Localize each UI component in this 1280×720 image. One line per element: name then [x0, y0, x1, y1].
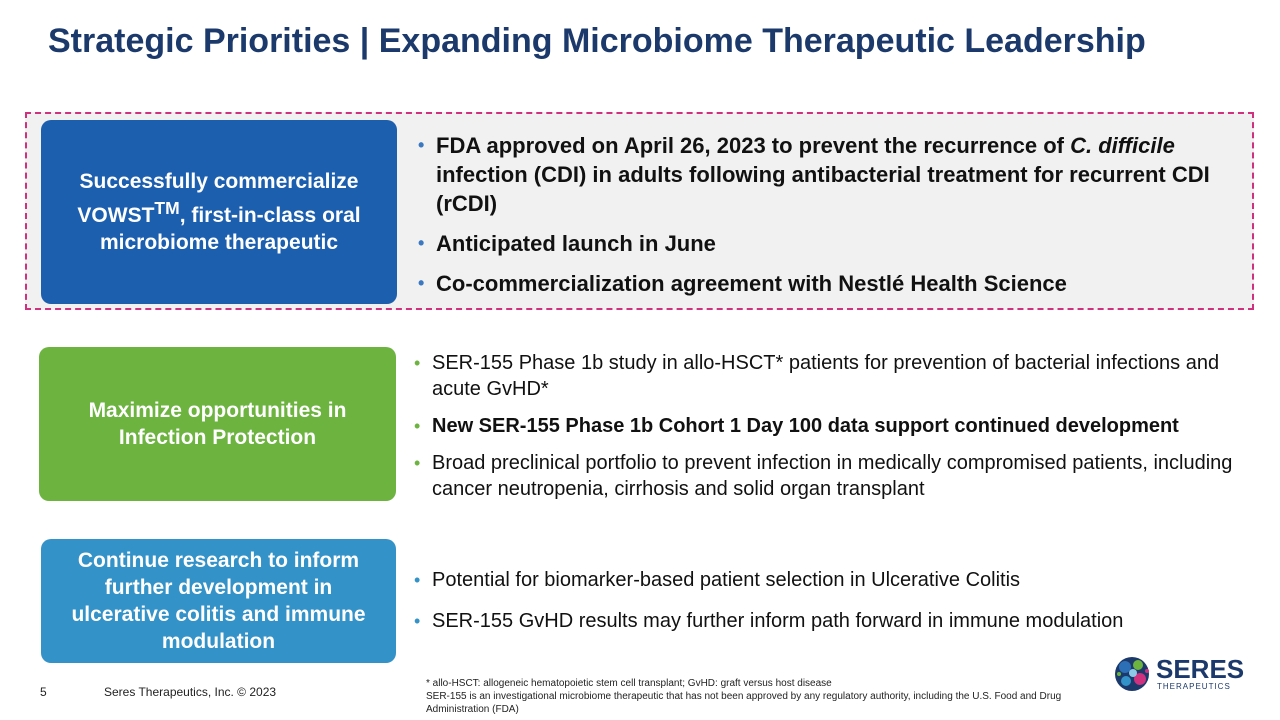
bullet-icon: • [418, 135, 425, 155]
bullet-text: Broad preclinical portfolio to prevent infection in medically compromised patients, including cancer neutropenia, cirrhosis and solid organ transplant [432, 452, 1233, 500]
bullet-icon: • [414, 416, 421, 436]
list-item [418, 269, 1238, 298]
footnote [426, 677, 1076, 716]
bullet-list-vowst [418, 131, 1238, 309]
page-title: Strategic Priorities | Expanding Microbiome Therapeutic Leadership [48, 22, 1146, 60]
bullet-text: New SER-155 Phase 1b Cohort 1 Day 100 data support continued development [432, 415, 1179, 437]
bullet-text: SER-155 GvHD results may further inform path forward in immune modulation [432, 610, 1124, 632]
bullet-list-research [414, 567, 1244, 649]
bullet-icon: • [414, 570, 421, 590]
bullet-icon: • [418, 273, 425, 293]
bullet-text: SER-155 Phase 1b study in allo-HSCT* patients for prevention of bacterial infections and acute GvHD* [432, 352, 1220, 400]
bullet-icon: • [414, 453, 421, 473]
bullet-icon: • [414, 611, 421, 631]
pillar-label: Continue research to inform further development in ulcerative colitis and immune modulation [71, 549, 366, 653]
logo-wordmark: SERES [1156, 654, 1245, 684]
bullet-text: FDA approved on April 26, 2023 to prevent the recurrence of C. difficile infection (CDI) in adults following antibacterial treatment for recurrent CDI (rCDI) [436, 133, 1210, 216]
footnote-line: * allo-HSCT: allogeneic hematopoietic stem cell transplant; GvHD: graft versus host disease [426, 678, 832, 689]
list-item [418, 131, 1238, 218]
seres-logo [1112, 652, 1245, 696]
list-item [414, 608, 1244, 634]
logo-mark-icon [1112, 652, 1152, 696]
pillar-label: Maximize opportunities in Infection Protection [88, 399, 347, 449]
footnote-line: SER-155 is an investigational microbiome therapeutic that has not been approved by any regulatory authority, including the U.S. Food and Drug Administration (FDA) [426, 691, 1062, 715]
logo-subtitle: THERAPEUTICS [1157, 682, 1231, 691]
bullet-text: Anticipated launch in June [436, 231, 716, 256]
pillar-commercialize-vowst [41, 120, 397, 304]
list-item [418, 229, 1238, 258]
bullet-text: Co-commercialization agreement with Nestlé Health Science [436, 271, 1067, 296]
pillar-ulcerative-colitis-research [41, 539, 396, 663]
page-number: 5 [40, 685, 47, 699]
list-item [414, 567, 1244, 593]
bullet-icon: • [418, 233, 425, 253]
bullet-text: Potential for biomarker-based patient selection in Ulcerative Colitis [432, 569, 1021, 591]
list-item [414, 413, 1244, 439]
list-item [414, 350, 1244, 402]
list-item [414, 450, 1244, 502]
pillar-infection-protection [39, 347, 396, 501]
copyright: Seres Therapeutics, Inc. © 2023 [104, 685, 277, 699]
bullet-icon: • [414, 353, 421, 373]
pillar-label: Successfully commercialize VOWST™, first-in-class oral microbiome therapeutic [77, 170, 361, 254]
bullet-list-infection [414, 350, 1244, 513]
